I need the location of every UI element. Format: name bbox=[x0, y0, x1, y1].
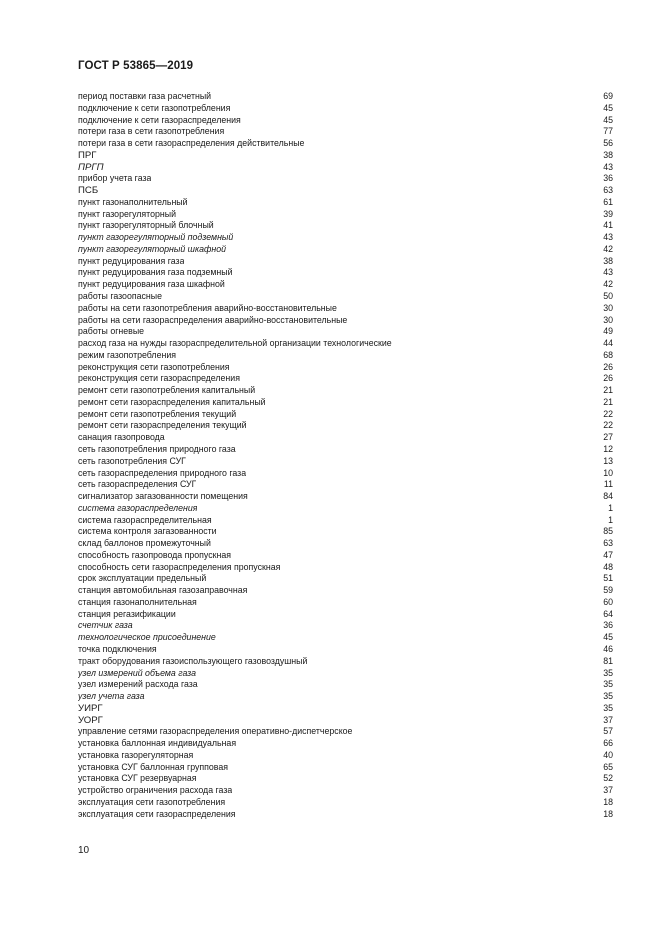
index-term: управление сетями газораспределения оперативно-диспетчерское bbox=[78, 726, 353, 737]
index-term: сеть газораспределения природного газа bbox=[78, 467, 247, 478]
index-term: пункт газорегуляторный bbox=[78, 208, 176, 219]
index-term: станция газонаполнительная bbox=[78, 596, 197, 607]
index-page-ref: 11 bbox=[603, 479, 613, 490]
index-term: пункт газорегуляторный блочный bbox=[78, 220, 214, 231]
index-entry bbox=[78, 762, 613, 774]
index-page-ref: 18 bbox=[603, 796, 613, 807]
index-page-ref: 77 bbox=[603, 126, 613, 137]
index-term: установка СУГ баллонная групповая bbox=[78, 761, 229, 772]
index-page-ref: 68 bbox=[603, 349, 613, 360]
index-term: склад баллонов промежуточный bbox=[78, 538, 211, 549]
page-number: 10 bbox=[78, 845, 90, 856]
index-page-ref: 48 bbox=[603, 561, 613, 572]
index-entry bbox=[78, 291, 613, 303]
index-term: УОРГ bbox=[78, 714, 103, 726]
alphabetical-index bbox=[78, 91, 613, 820]
index-term: ремонт сети газопотребления текущий bbox=[78, 408, 237, 419]
index-term: узел измерений расхода газа bbox=[78, 679, 198, 690]
index-entry bbox=[78, 597, 613, 609]
index-entry bbox=[78, 738, 613, 750]
index-page-ref: 22 bbox=[603, 408, 613, 419]
index-term: ремонт сети газопотребления капитальный bbox=[78, 385, 256, 396]
index-term: период поставки газа расчетный bbox=[78, 91, 212, 101]
index-page-ref: 43 bbox=[603, 232, 613, 243]
index-page-ref: 21 bbox=[603, 385, 613, 396]
index-term: система газораспределительная bbox=[78, 514, 212, 525]
index-page-ref: 21 bbox=[603, 396, 613, 407]
index-entry bbox=[78, 679, 613, 691]
index-term: УИРГ bbox=[78, 702, 103, 714]
index-term: установка газорегуляторная bbox=[78, 749, 194, 760]
index-page-ref: 81 bbox=[603, 655, 613, 666]
index-page-ref: 35 bbox=[603, 667, 613, 678]
index-page-ref: 50 bbox=[603, 291, 613, 302]
index-entry bbox=[78, 432, 613, 444]
index-entry bbox=[78, 303, 613, 315]
index-term: способность газопровода пропускная bbox=[78, 549, 231, 560]
index-page-ref: 63 bbox=[603, 185, 613, 196]
index-term: режим газопотребления bbox=[78, 349, 176, 360]
index-entry bbox=[78, 503, 613, 515]
index-entry bbox=[78, 385, 613, 397]
index-page-ref: 59 bbox=[603, 585, 613, 596]
index-entry bbox=[78, 173, 613, 185]
index-entry bbox=[78, 785, 613, 797]
index-entry bbox=[78, 279, 613, 291]
index-page-ref: 44 bbox=[603, 338, 613, 349]
index-page-ref: 42 bbox=[603, 243, 613, 254]
index-page-ref: 39 bbox=[603, 208, 613, 219]
index-entry bbox=[78, 809, 613, 821]
index-term: подключение к сети газораспределения bbox=[78, 114, 241, 125]
index-page-ref: 66 bbox=[603, 738, 613, 749]
index-term: потери газа в сети газопотребления bbox=[78, 126, 225, 137]
index-page-ref: 36 bbox=[603, 173, 613, 184]
index-term: пункт газорегуляторный подземный bbox=[78, 232, 234, 243]
index-page-ref: 56 bbox=[603, 138, 613, 149]
index-entry bbox=[78, 232, 613, 244]
index-term: работы на сети газораспределения аварийно-восстановительные bbox=[78, 314, 348, 325]
index-entry bbox=[78, 644, 613, 656]
index-page-ref: 69 bbox=[603, 91, 613, 101]
index-entry bbox=[78, 138, 613, 150]
index-term: установка баллонная индивидуальная bbox=[78, 738, 237, 749]
index-term: система контроля загазованности bbox=[78, 526, 217, 537]
index-page-ref: 26 bbox=[603, 361, 613, 372]
index-page-ref: 63 bbox=[603, 538, 613, 549]
index-page-ref: 38 bbox=[603, 255, 613, 266]
index-entry bbox=[78, 397, 613, 409]
index-page-ref: 35 bbox=[603, 679, 613, 690]
index-page-ref: 46 bbox=[603, 643, 613, 654]
index-page-ref: 36 bbox=[603, 620, 613, 631]
index-entry bbox=[78, 726, 613, 738]
index-entry bbox=[78, 632, 613, 644]
index-entry bbox=[78, 185, 613, 197]
index-term: сеть газораспределения СУГ bbox=[78, 479, 197, 490]
index-entry bbox=[78, 515, 613, 527]
index-term: технологическое присоединение bbox=[78, 632, 216, 643]
index-entry bbox=[78, 585, 613, 597]
index-page-ref: 30 bbox=[603, 314, 613, 325]
index-page-ref: 35 bbox=[603, 702, 613, 713]
index-entry bbox=[78, 267, 613, 279]
index-term: прибор учета газа bbox=[78, 173, 152, 184]
index-term: работы газоопасные bbox=[78, 291, 162, 302]
index-page-ref: 47 bbox=[603, 549, 613, 560]
index-term: эксплуатация сети газораспределения bbox=[78, 808, 236, 819]
index-entry bbox=[78, 350, 613, 362]
index-entry bbox=[78, 373, 613, 385]
index-page-ref: 49 bbox=[603, 326, 613, 337]
index-entry bbox=[78, 162, 613, 174]
index-entry bbox=[78, 526, 613, 538]
index-term: срок эксплуатации предельный bbox=[78, 573, 207, 584]
index-entry bbox=[78, 750, 613, 762]
index-page-ref: 27 bbox=[603, 432, 613, 443]
index-entry bbox=[78, 197, 613, 209]
index-entry bbox=[78, 691, 613, 703]
index-page-ref: 13 bbox=[603, 455, 613, 466]
index-entry bbox=[78, 115, 613, 127]
index-entry bbox=[78, 609, 613, 621]
index-page-ref: 60 bbox=[603, 596, 613, 607]
index-page-ref: 43 bbox=[603, 161, 613, 172]
index-term: станция регазификации bbox=[78, 608, 176, 619]
index-entry bbox=[78, 479, 613, 491]
index-term: станция автомобильная газозаправочная bbox=[78, 585, 248, 596]
index-term: ПРГ bbox=[78, 149, 97, 161]
index-term: эксплуатация сети газопотребления bbox=[78, 796, 226, 807]
index-page-ref: 30 bbox=[603, 302, 613, 313]
index-page-ref: 18 bbox=[603, 808, 613, 819]
index-entry bbox=[78, 326, 613, 338]
index-page-ref: 35 bbox=[603, 691, 613, 702]
index-entry bbox=[78, 256, 613, 268]
index-entry bbox=[78, 773, 613, 785]
index-entry bbox=[78, 656, 613, 668]
index-term: точка подключения bbox=[78, 643, 157, 654]
index-entry bbox=[78, 315, 613, 327]
document-header: ГОСТ Р 53865—2019 bbox=[78, 60, 194, 72]
index-entry bbox=[78, 562, 613, 574]
index-page-ref: 26 bbox=[603, 373, 613, 384]
index-entry bbox=[78, 91, 613, 103]
index-entry bbox=[78, 150, 613, 162]
index-term: система газораспределения bbox=[78, 502, 198, 513]
index-page-ref: 1 bbox=[608, 514, 613, 525]
index-page-ref: 45 bbox=[603, 114, 613, 125]
index-entry bbox=[78, 409, 613, 421]
index-page-ref: 37 bbox=[603, 785, 613, 796]
index-entry bbox=[78, 715, 613, 727]
index-page-ref: 41 bbox=[603, 220, 613, 231]
index-term: узел измерений объема газа bbox=[78, 667, 197, 678]
index-term: пункт редуцирования газа шкафной bbox=[78, 279, 225, 290]
index-entry bbox=[78, 209, 613, 221]
index-term: ремонт сети газораспределения текущий bbox=[78, 420, 247, 431]
index-term: расход газа на нужды газораспределительной организации технологические bbox=[78, 338, 392, 349]
index-term: пункт редуцирования газа подземный bbox=[78, 267, 233, 278]
index-entry bbox=[78, 362, 613, 374]
index-term: сеть газопотребления СУГ bbox=[78, 455, 186, 466]
index-entry bbox=[78, 573, 613, 585]
index-entry bbox=[78, 620, 613, 632]
index-page-ref: 22 bbox=[603, 420, 613, 431]
index-term: сеть газопотребления природного газа bbox=[78, 443, 236, 454]
index-term: сигнализатор загазованности помещения bbox=[78, 491, 248, 502]
index-term: пункт газорегуляторный шкафной bbox=[78, 243, 226, 254]
index-term: ПСБ bbox=[78, 185, 99, 197]
index-term: ремонт сети газораспределения капитальный bbox=[78, 396, 266, 407]
index-page-ref: 45 bbox=[603, 632, 613, 643]
index-page-ref: 61 bbox=[603, 196, 613, 207]
index-page-ref: 43 bbox=[603, 267, 613, 278]
index-entry bbox=[78, 456, 613, 468]
index-entry bbox=[78, 420, 613, 432]
index-term: ПРГП bbox=[78, 161, 104, 173]
index-page-ref: 45 bbox=[603, 102, 613, 113]
index-entry bbox=[78, 338, 613, 350]
index-entry bbox=[78, 703, 613, 715]
index-page-ref: 64 bbox=[603, 608, 613, 619]
index-term: санация газопровода bbox=[78, 432, 165, 443]
index-term: способность сети газораспределения пропускная bbox=[78, 561, 281, 572]
index-entry bbox=[78, 220, 613, 232]
index-entry bbox=[78, 103, 613, 115]
index-term: реконструкция сети газопотребления bbox=[78, 361, 230, 372]
index-term: пункт газонаполнительный bbox=[78, 196, 188, 207]
index-entry bbox=[78, 444, 613, 456]
index-term: узел учета газа bbox=[78, 691, 145, 702]
index-term: подключение к сети газопотребления bbox=[78, 102, 231, 113]
index-entry bbox=[78, 491, 613, 503]
index-page-ref: 1 bbox=[608, 502, 613, 513]
index-page-ref: 40 bbox=[603, 749, 613, 760]
index-entry bbox=[78, 668, 613, 680]
index-entry bbox=[78, 244, 613, 256]
index-term: устройство ограничения расхода газа bbox=[78, 785, 233, 796]
index-page-ref: 57 bbox=[603, 726, 613, 737]
index-page-ref: 51 bbox=[603, 573, 613, 584]
index-term: пункт редуцирования газа bbox=[78, 255, 185, 266]
index-entry bbox=[78, 468, 613, 480]
index-page-ref: 12 bbox=[603, 443, 613, 454]
index-entry bbox=[78, 538, 613, 550]
index-entry bbox=[78, 797, 613, 809]
index-entry bbox=[78, 550, 613, 562]
index-term: тракт оборудования газоиспользующего газовоздушный bbox=[78, 655, 308, 666]
index-page-ref: 52 bbox=[603, 773, 613, 784]
index-entry bbox=[78, 126, 613, 138]
index-page-ref: 65 bbox=[603, 761, 613, 772]
index-term: работы огневые bbox=[78, 326, 145, 337]
index-page-ref: 38 bbox=[603, 149, 613, 160]
index-page-ref: 10 bbox=[603, 467, 613, 478]
index-term: счетчик газа bbox=[78, 620, 133, 631]
index-page-ref: 85 bbox=[603, 526, 613, 537]
index-page-ref: 37 bbox=[603, 714, 613, 725]
index-page-ref: 84 bbox=[603, 491, 613, 502]
index-term: установка СУГ резервуарная bbox=[78, 773, 197, 784]
index-term: реконструкция сети газораспределения bbox=[78, 373, 240, 384]
index-page-ref: 42 bbox=[603, 279, 613, 290]
index-term: потери газа в сети газораспределения действительные bbox=[78, 138, 305, 149]
index-term: работы на сети газопотребления аварийно-восстановительные bbox=[78, 302, 337, 313]
